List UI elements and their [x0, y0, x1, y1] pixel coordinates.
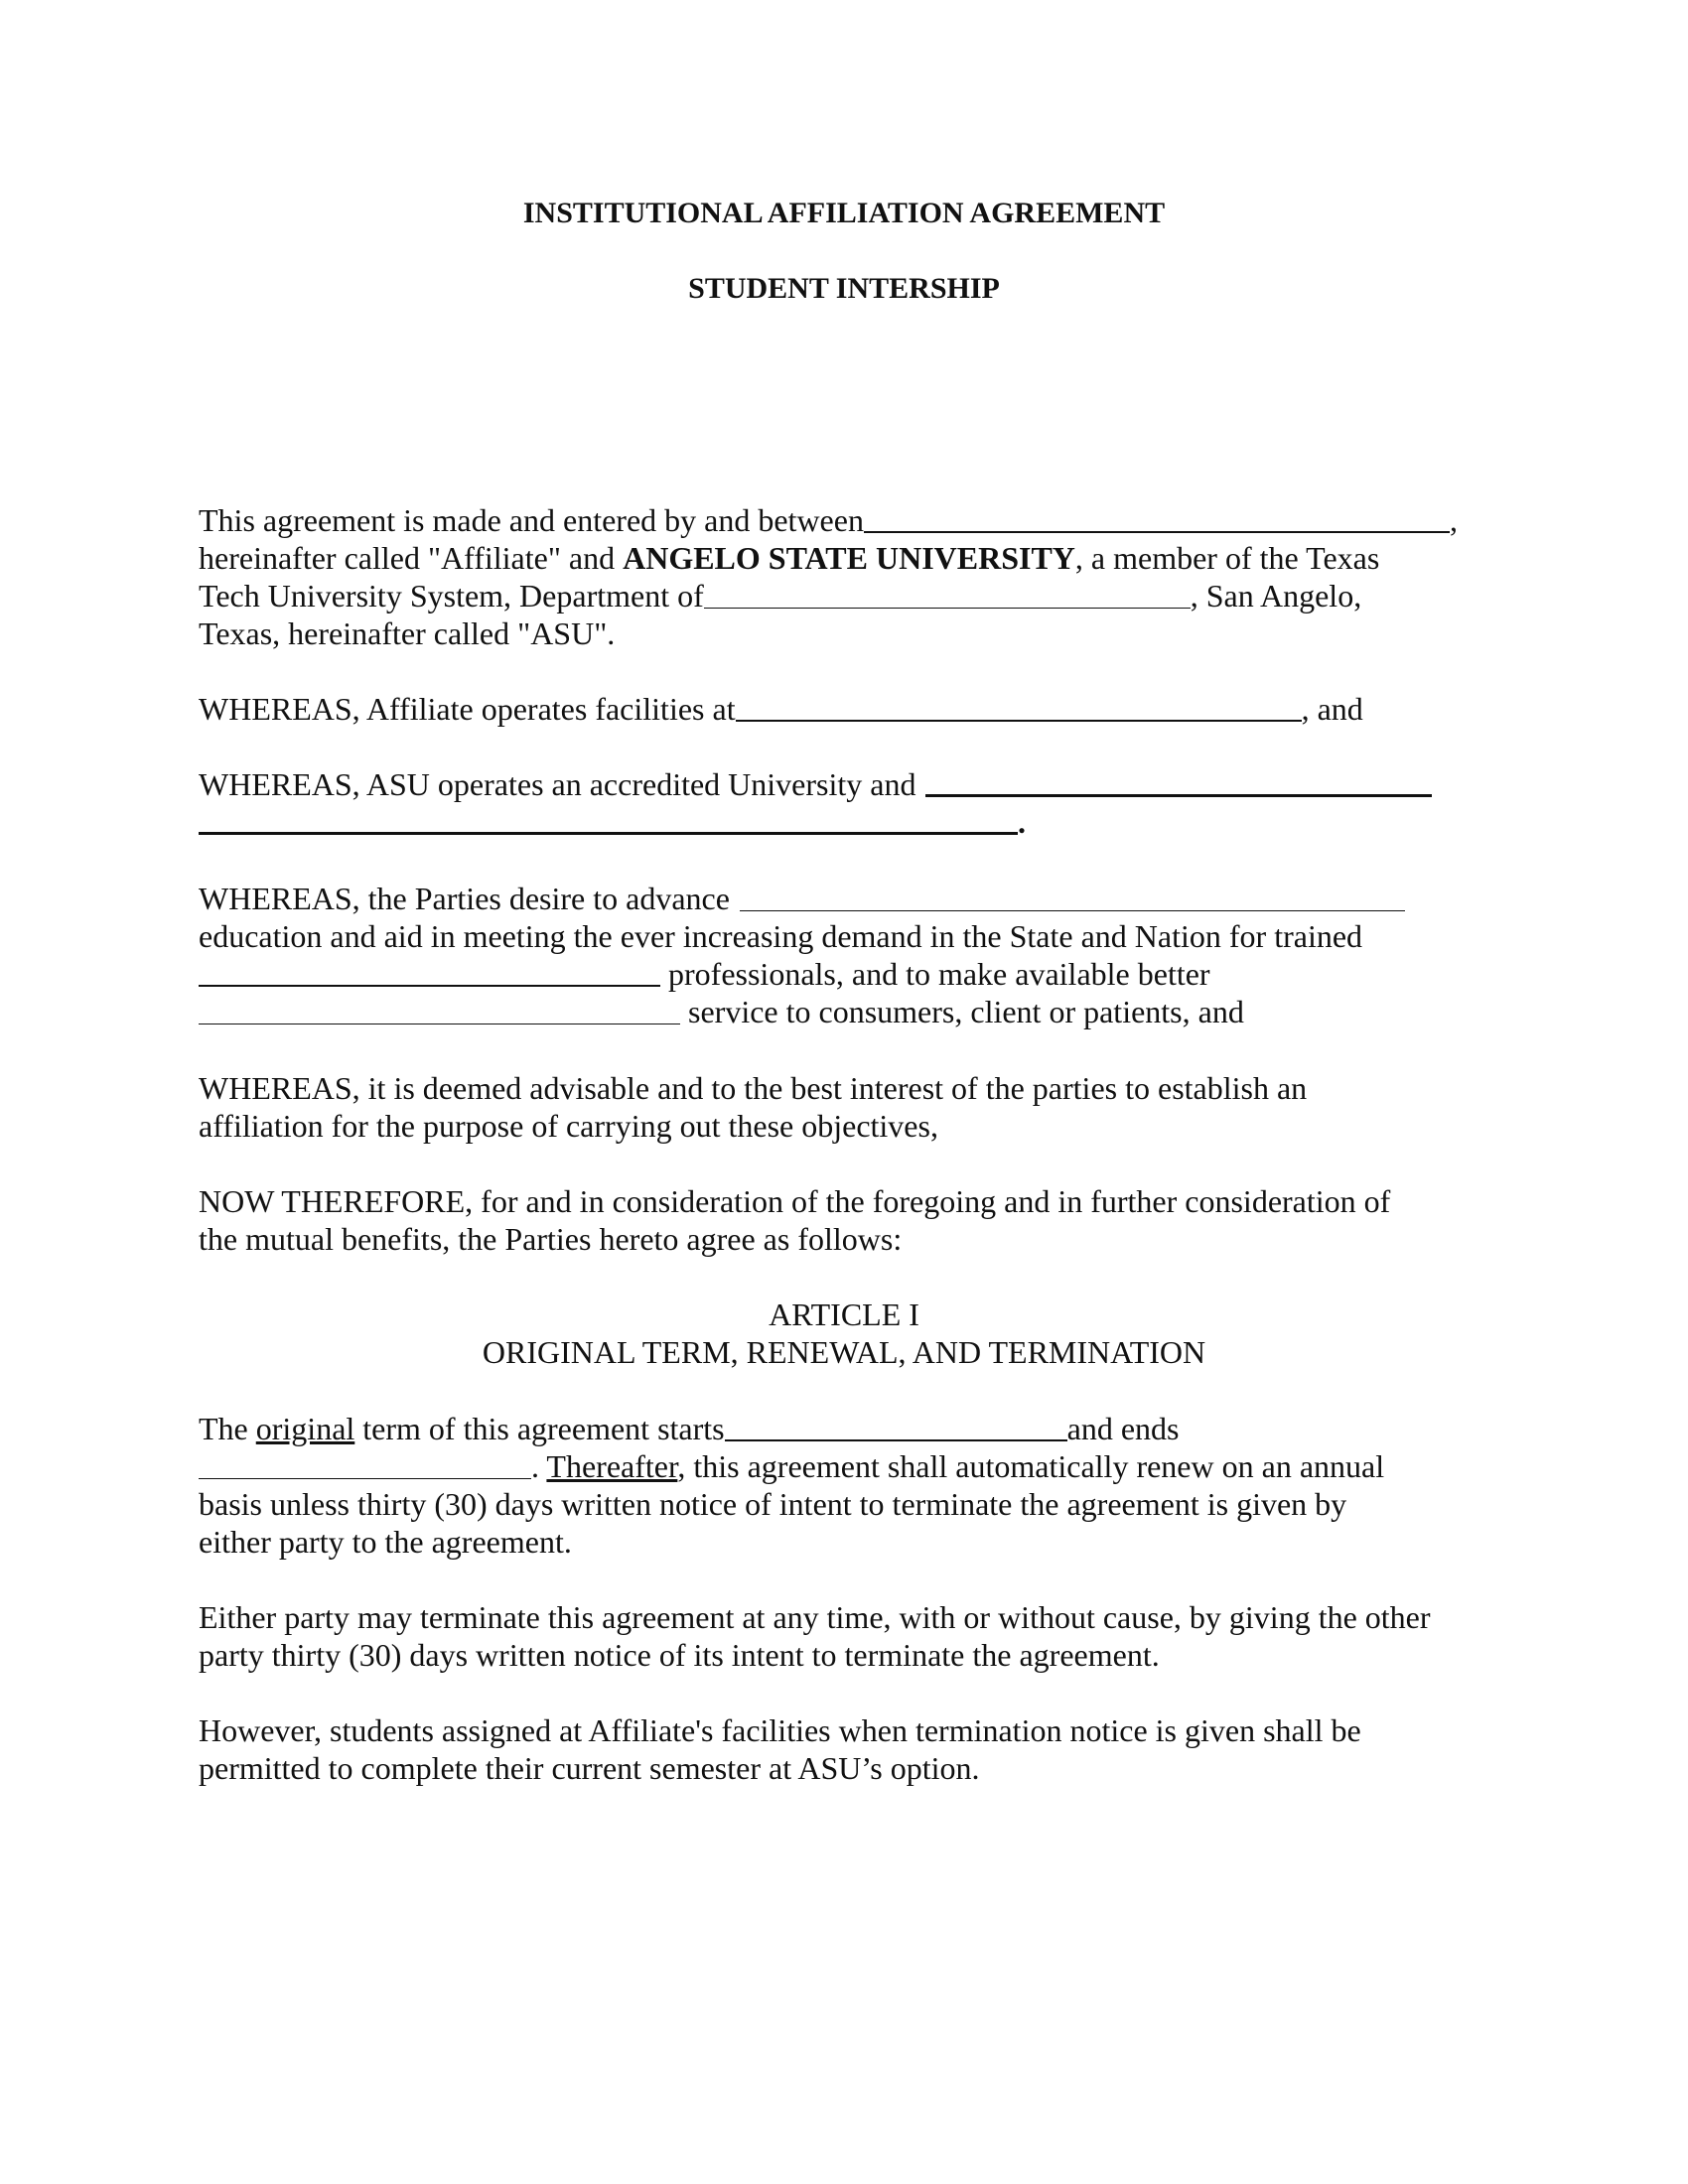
term-text: and ends: [1066, 1411, 1180, 1446]
whereas-university-cont: [199, 803, 1026, 841]
article-heading: ARTICLE I: [769, 1297, 919, 1332]
term-line-2: [199, 1447, 1384, 1485]
intro-line-1: [199, 501, 1458, 539]
department-blank[interactable]: [704, 607, 1191, 609]
whereas-text: WHEREAS, the Parties desire to advance: [199, 881, 730, 916]
students-line-1: However, students assigned at Affiliate's facilities when termination notice is given shall be: [199, 1712, 1361, 1748]
termination-line-1: Either party may terminate this agreement at any time, with or without cause, by giving the other: [199, 1599, 1431, 1635]
university-name: ANGELO STATE UNIVERSITY: [623, 540, 1075, 576]
whereas-facilities: [199, 690, 1363, 728]
whereas-advance-line-4: [199, 993, 1244, 1030]
intro-text: Tech University System, Department of: [199, 578, 704, 614]
term-text: term of this agreement starts: [354, 1411, 725, 1446]
whereas-text: WHEREAS, Affiliate operates facilities at: [199, 691, 736, 727]
whereas-text: , and: [1301, 691, 1363, 727]
article-subheading: ORIGINAL TERM, RENEWAL, AND TERMINATION: [482, 1334, 1206, 1370]
whereas-text: WHEREAS, ASU operates an accredited University and: [199, 766, 916, 802]
professionals-blank[interactable]: [199, 984, 660, 987]
advance-field-blank[interactable]: [740, 909, 1405, 911]
program-blank-1[interactable]: [925, 793, 1432, 797]
whereas-advance-line-2: education and aid in meeting the ever increasing demand in the State and Nation for trained: [199, 918, 1363, 954]
whereas-text: professionals, and to make available better: [660, 956, 1210, 992]
term-line-3: basis unless thirty (30) days written notice of intent to terminate the agreement is given by: [199, 1486, 1347, 1522]
term-text: .: [531, 1448, 547, 1484]
term-text: The: [199, 1411, 256, 1446]
termination-line-2: party thirty (30) days written notice of its intent to terminate the agreement.: [199, 1637, 1160, 1673]
end-date-blank[interactable]: [199, 1477, 531, 1479]
intro-text: This agreement is made and entered by and between: [199, 502, 864, 538]
program-blank-2[interactable]: [199, 831, 1018, 835]
intro-line-3: [199, 577, 1361, 614]
students-line-2: permitted to complete their current semester at ASU’s option.: [199, 1750, 980, 1786]
service-blank[interactable]: [199, 1023, 680, 1024]
whereas-university: [199, 765, 1432, 803]
intro-comma: ,: [1449, 502, 1458, 538]
term-line-4: either party to the agreement.: [199, 1524, 572, 1560]
start-date-blank[interactable]: [725, 1438, 1067, 1441]
term-text-underlined: original: [255, 1411, 355, 1446]
intro-text: , San Angelo,: [1190, 578, 1362, 614]
document-subtitle: STUDENT INTERSHIP: [688, 272, 1000, 305]
whereas-text: service to consumers, client or patients, and: [680, 994, 1244, 1029]
intro-line-2: [199, 539, 1379, 577]
whereas-period: .: [1018, 804, 1026, 840]
now-therefore-line-1: NOW THEREFORE, for and in consideration of the foregoing and in further consideration of: [199, 1183, 1391, 1219]
term-text: , this agreement shall automatically renew on an annual: [677, 1448, 1385, 1484]
affiliate-name-blank[interactable]: [864, 530, 1450, 533]
now-therefore-line-2: the mutual benefits, the Parties hereto agree as follows:: [199, 1221, 903, 1257]
term-line-1: [199, 1410, 1179, 1447]
document-title: INSTITUTIONAL AFFILIATION AGREEMENT: [522, 197, 1166, 229]
whereas-advisable-line-2: affiliation for the purpose of carrying out these objectives,: [199, 1108, 938, 1144]
intro-text: hereinafter called "Affiliate" and: [199, 540, 624, 576]
term-text-underlined: Thereafter: [546, 1448, 678, 1484]
whereas-advisable-line-1: WHEREAS, it is deemed advisable and to the best interest of the parties to establish an: [199, 1070, 1308, 1106]
facilities-location-blank[interactable]: [736, 719, 1302, 722]
intro-text: , a member of the Texas: [1074, 540, 1380, 576]
intro-line-4: Texas, hereinafter called "ASU".: [199, 615, 616, 651]
whereas-advance-line-1: [199, 880, 1405, 917]
whereas-advance-line-3: [199, 955, 1210, 993]
